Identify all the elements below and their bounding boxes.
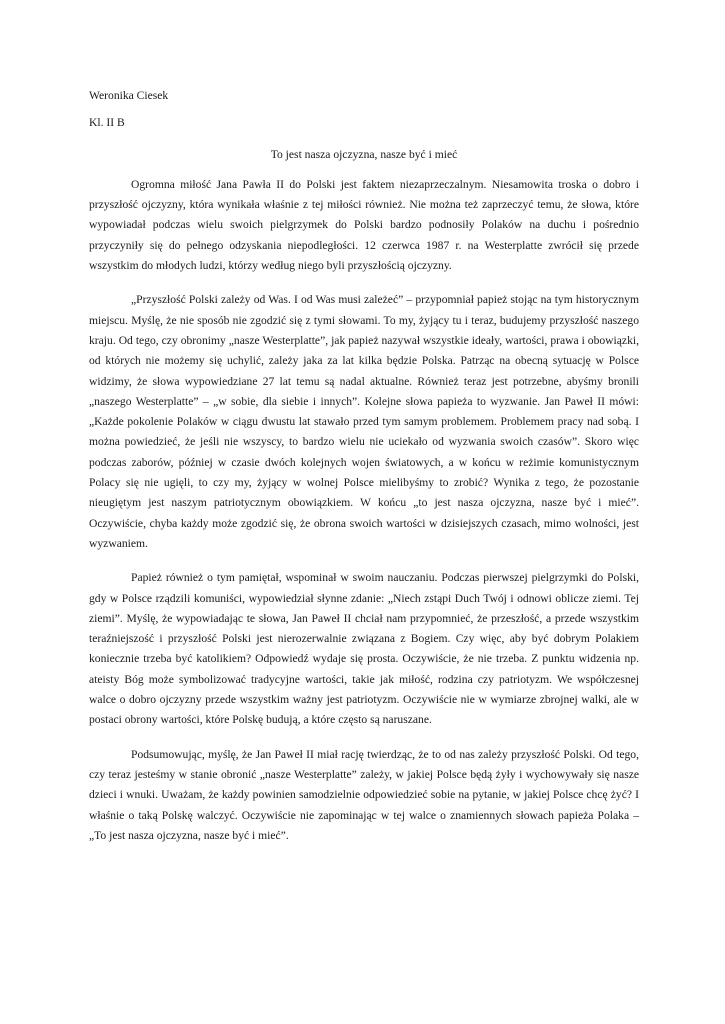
author-name: Weronika Ciesek: [89, 89, 169, 102]
body-paragraph-1: Ogromna miłość Jana Pawła II do Polski jest faktem niezaprzeczalnym. Niesamowita troska o dobro i przyszłość ojczyzny, która wynikała właśnie z tej miłości również. Nie można też zaprzeczyć temu, że słowa, które wypowiadał podczas wielu swoich pielgrzymek do Polski bardzo podnosiły Polaków na duchu i pośrednio przyczyniły się do pełnego odzyskania niepodległości. 12 czerwca 1987 r. na Westerplatte zwrócił się przede wszystkim do młodych ludzi, którzy według niego byli przyszłością ojczyzny.: [89, 177, 639, 273]
essay-title: To jest nasza ojczyzna, nasze być i mieć: [270, 147, 458, 161]
body-paragraph-2: „Przyszłość Polski zależy od Was. I od Was musi zależeć” – przypomniał papież stojąc na tym historycznym miejscu. Myślę, że nie sposób nie zgodzić się z tymi słowami. To my, żyjący tu i teraz, budujemy przyszłość naszego kraju. Od tego, czy obronimy „nasze Westerplatte”, jak papież nazywał wszystkie ideały, wartości, prawa i obowiązki, od których nie możemy się uchylić, zależy jaka za lat kilka będzie Polska. Patrząc na obecną sytuację w Polsce widzimy, że słowa wypowiedziane 27 lat temu są nadal aktualne. Również teraz jest potrzebne, abyśmy bronili „naszego Westerplatte” – „w sobie, dla siebie i innych”. Kolejne słowa papieża to wyzwanie. Jan Paweł II mówi: „Każde pokolenie Polaków w ciągu dwustu lat stawało przed tym samym problemem. Problemem pracy nad sobą. I można powiedzieć, że jeśli nie wszyscy, to bardzo wielu nie uciekało od wyzwania swoich czasów”. Skoro więc podczas zaborów, później w czasie dwóch kolejnych wojen światowych, a w końcu w reżimie komunistycznym Polacy się nie ugięli, to czy my, żyjący w wolnej Polsce mielibyśmy to zrobić? Wynika z tego, że pozostanie nieugiętym jest naszym patriotycznym obowiązkiem. W końcu „to jest nasza ojczyzna, nasze być i mieć”. Oczywiście, chyba każdy może zgodzić się, że obrona swoich wartości w dzisiejszych czasach, mimo wolności, jest wyzwaniem.: [89, 293, 639, 550]
class-label: Kl. II B: [89, 116, 125, 130]
body-paragraph-3: Papież również o tym pamiętał, wspominał w swoim nauczaniu. Podczas pierwszej pielgrzymki do Polski, gdy w Polsce rządzili komuniści, wypowiedział słynne zdanie: „Niech zstąpi Duch Twój i odnowi oblicze ziemi. Tej ziemi”. Myślę, że wypowiadając te słowa, Jan Paweł II chciał nam przypomnieć, że przeszłość, a przede wszystkim teraźniejszość i przyszłość Polski jest nierozerwalnie związana z Bogiem. Czy więc, aby być dobrym Polakiem koniecznie trzeba być katolikiem? Odpowiedź wydaje się prosta. Oczywiście, że nie trzeba. Z punktu widzenia np. ateisty Bóg może symbolizować tradycyjne wartości, takie jak miłość, rodzina czy patriotyzm. We współczesnej walce o dobro ojczyzny przede wszystkim ważny jest patriotyzm. Oczywiście nie w wymiarze zbrojnej walki, ale w postaci obrony wartości, które Polskę budują, a które często są naruszane.: [89, 571, 639, 727]
body-paragraph-4: Podsumowując, myślę, że Jan Paweł II miał rację twierdząc, że to od nas zależy przyszłość Polski. Od tego, czy teraz jesteśmy w stanie obronić „nasze Westerplatte” zależy, w jakiej Polsce będą żyły i wychowywały się nasze dzieci i wnuki. Uważam, że każdy powinien samodzielnie odpowiedzieć sobie na pytanie, w jakiej Polsce chcę żyć? I właśnie o taką Polskę walczyć. Oczywiście nie zapominając w tej walce o znamiennych słowach papieża Polaka – „To jest nasza ojczyzna, nasze być i mieć”.: [89, 747, 639, 842]
